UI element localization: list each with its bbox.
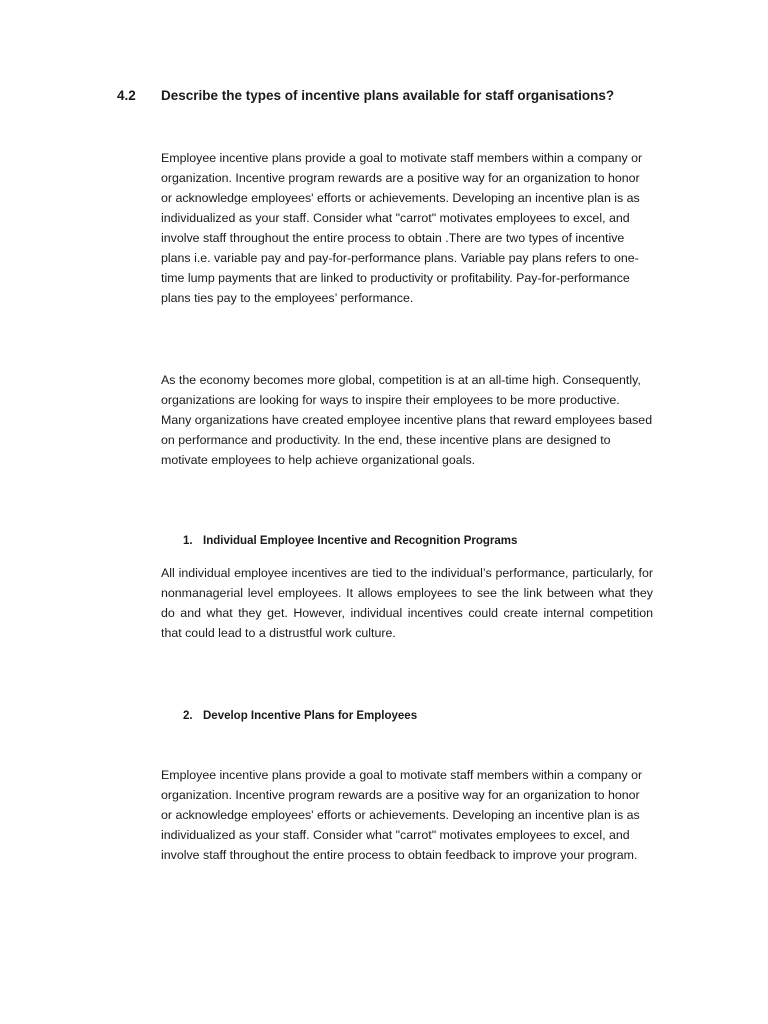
section-1-heading	[183, 532, 517, 550]
question-title: Describe the types of incentive plans available for staff organisations?	[161, 88, 615, 103]
question-heading	[117, 86, 737, 106]
section-1-body: All individual employee incentives are tied to the individual’s performance, particularly, for nonmanagerial level employees. It allows employees to see the link between what they do and what they get. However, individual incentives could create internal competition that could lead to a distrustful work culture.	[161, 566, 653, 640]
economy-paragraph: As the economy becomes more global, competition is at an all-time high. Consequently, organizations are looking for ways to inspire their employees to be more productive. Many organizations have created employee incentive plans that reward employees based on performance and productivity. In the end, these incentive plans are designed to motivate employees to help achieve organizational goals.	[161, 373, 653, 467]
section-2-heading	[183, 707, 417, 725]
section-2-body: Employee incentive plans provide a goal to motivate staff members within a company or organization. Incentive program rewards are a positive way for an organization to honor or acknowledge employees' efforts or achievements. Developing an incentive plan is as individualized as your staff. Consider what "carrot" motivates employees to excel, and involve staff throughout the entire process to obtain feedback to improve your program.	[161, 768, 643, 862]
question-number: 4.2	[117, 88, 136, 103]
section-2-title: Develop Incentive Plans for Employees	[203, 710, 418, 722]
intro-paragraph: Employee incentive plans provide a goal to motivate staff members within a company or organization. Incentive program rewards are a positive way for an organization to honor or acknowledge employees' efforts or achievements. Developing an incentive plan is as individualized as your staff. Consider what "carrot" motivates employees to excel, and involve staff throughout the entire process to obtain .There are two types of incentive plans i.e. variable pay and pay-for-performance plans. Variable pay plans refers to one-time lump payments that are linked to productivity or profitability. Pay-for-performance plans ties pay to the employees’ performance.	[161, 151, 643, 305]
section-2-number: 2.	[183, 710, 193, 722]
section-1-title: Individual Employee Incentive and Recognition Programs	[203, 535, 518, 547]
section-1-number: 1.	[183, 535, 193, 547]
